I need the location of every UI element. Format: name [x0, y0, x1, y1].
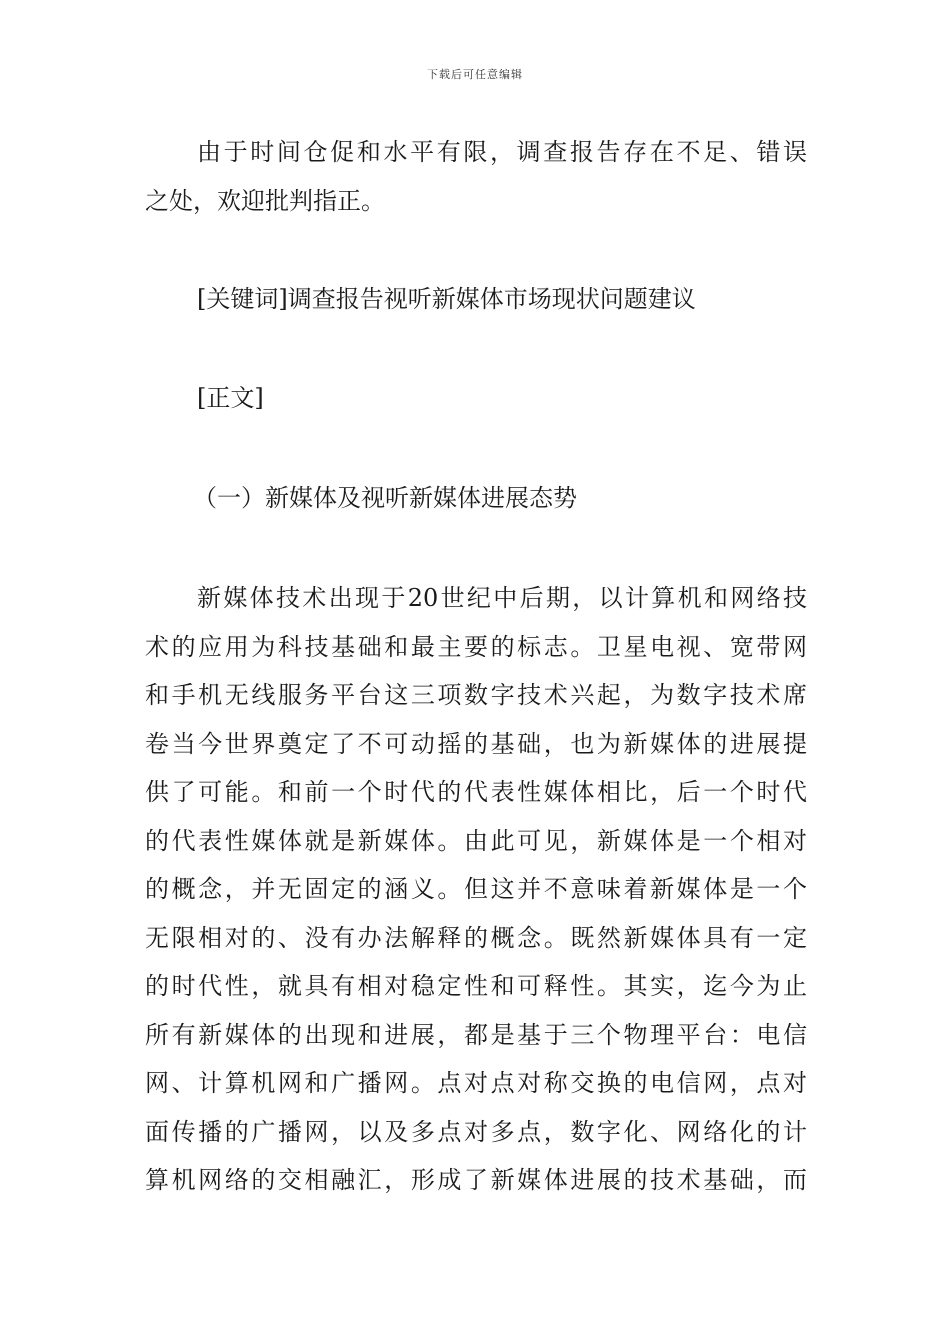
paragraph-line: 无限相对的、没有办法解释的概念。既然新媒体具有一定 — [145, 923, 807, 952]
paragraph-line: 和手机无线服务平台这三项数字技术兴起，为数字技术席 — [145, 681, 807, 709]
paragraph-line: 供了可能。和前一个时代的代表性媒体相比，后一个时代 — [145, 778, 807, 806]
paragraph-line: 术的应用为科技基础和最主要的标志。卫星电视、宽带网 — [145, 632, 807, 661]
closing-paragraph — [145, 128, 807, 225]
paragraph-line: 卷当今世界奠定了不可动摇的基础，也为新媒体的进展提 — [145, 729, 807, 758]
paragraph-line: 算机网络的交相融汇，形成了新媒体进展的技术基础，而 — [145, 1166, 807, 1194]
paragraph-line: 的概念，并无固定的涵义。但这并不意味着新媒体是一个 — [145, 875, 807, 903]
closing-line: 由于时间仓促和水平有限，调查报告存在不足、错误 — [197, 138, 807, 166]
paragraph-line: 面传播的广播网，以及多点对多点，数字化、网络化的计 — [145, 1117, 807, 1146]
paragraph-line: 网、计算机网和广播网。点对点对称交换的电信网，点对 — [145, 1069, 807, 1097]
header-note: 下载后可任意编辑 — [427, 68, 523, 81]
paragraph-line: 的代表性媒体就是新媒体。由此可见，新媒体是一个相对 — [145, 826, 807, 855]
paragraph-line: 新媒体技术出现于20世纪中后期，以计算机和网络技 — [197, 584, 807, 612]
keywords-line: [关键词]调查报告视听新媒体市场现状问题建议 — [197, 285, 696, 313]
body-label: [正文] — [197, 384, 264, 412]
section-heading: （一）新媒体及视听新媒体进展态势 — [193, 484, 577, 512]
closing-line: 之处，欢迎批判指正。 — [145, 186, 385, 215]
main-paragraph — [145, 574, 807, 1205]
paragraph-line: 的时代性，就具有相对稳定性和可释性。其实，迄今为止 — [145, 972, 807, 1000]
paragraph-line: 所有新媒体的出现和进展，都是基于三个物理平台：电信 — [145, 1020, 807, 1049]
